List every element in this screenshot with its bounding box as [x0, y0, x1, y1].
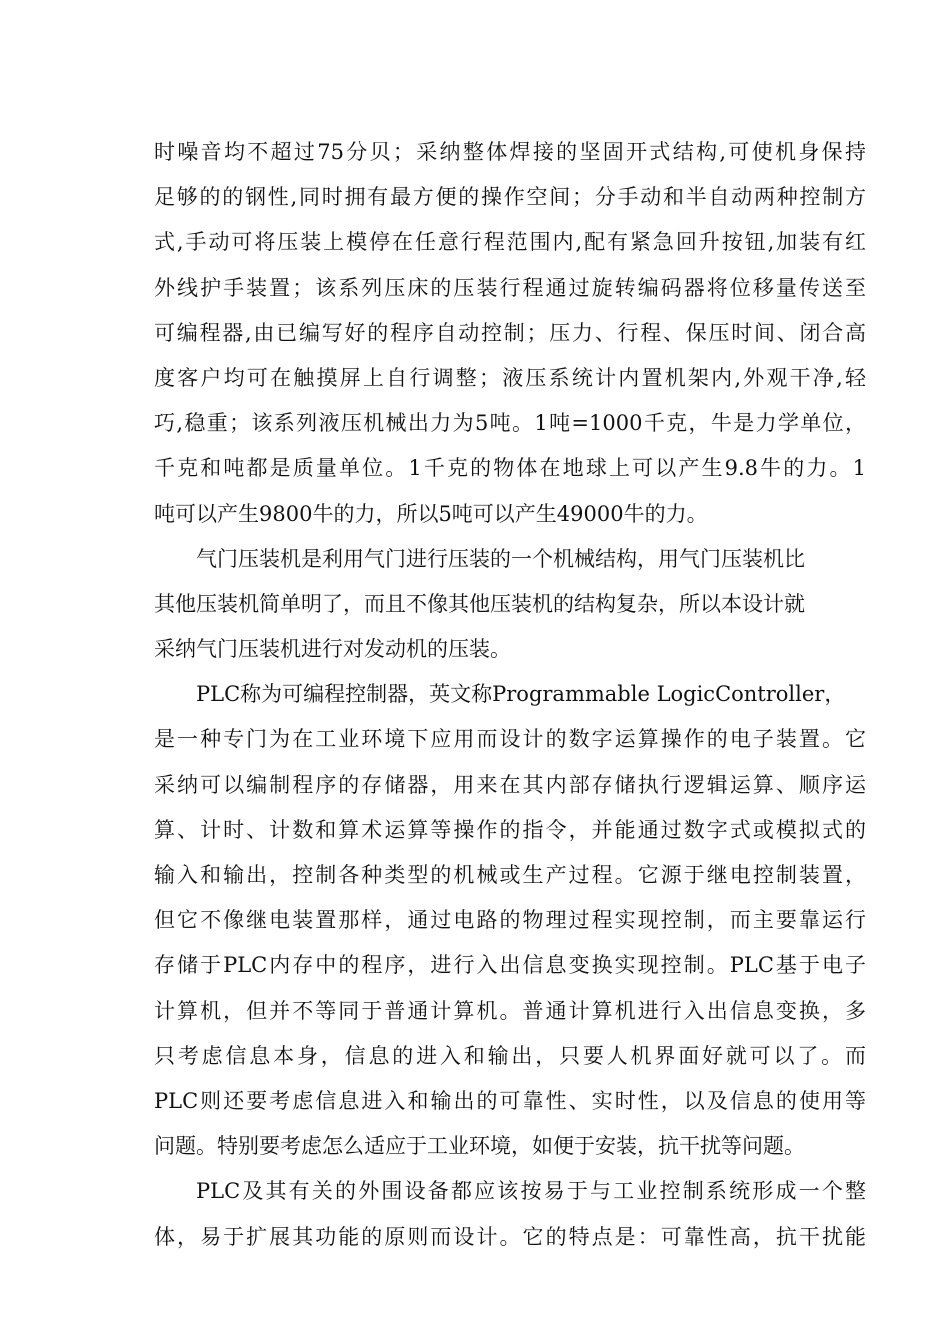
text-line: 是一种专门为在工业环境下应用而设计的数字运算操作的电子装置。它	[154, 727, 866, 752]
paragraph-first-line: PLC称为可编程控制器，英文称Programmable LogicController，	[196, 682, 846, 707]
text-line: 足够的的钢性,同时拥有最方便的操作空间；分手动和半自动两种控制方	[154, 185, 866, 210]
text-line: 可编程器,由已编写好的程序自动控制；压力、行程、保压时间、闭合高	[154, 320, 866, 345]
text-line: 时噪音均不超过75分贝；采纳整体焊接的坚固开式结构,可使机身保持	[154, 140, 866, 164]
text-line: 吨可以产生9800牛的力，所以5吨可以产生49000牛的力。	[154, 501, 708, 526]
text-line: 采纳可以编制程序的存储器，用来在其内部存储执行逻辑运算、顺序运	[154, 772, 866, 797]
text-line: 但它不像继电装置那样，通过电路的物理过程实现控制，而主要靠运行	[154, 908, 866, 933]
text-line: 存储于PLC内存中的程序，进行入出信息变换实现控制。PLC基于电子	[154, 953, 866, 978]
text-line: 采纳气门压装机进行对发动机的压装。	[154, 637, 511, 662]
paragraph-first-line: 气门压装机是利用气门进行压装的一个机械结构，用气门压装机比	[196, 546, 805, 571]
text-line: PLC则还要考虑信息进入和输出的可靠性、实时性，以及信息的使用等	[154, 1088, 866, 1113]
text-line: 度客户均可在触摸屏上自行调整；液压系统计内置机架内,外观干净,轻	[154, 365, 866, 390]
body-text	[154, 130, 866, 1260]
text-line: 外线护手装置；该系列压床的压装行程通过旋转编码器将位移量传送至	[154, 275, 866, 300]
paragraph-first-line: PLC及其有关的外围设备都应该按易于与工业控制系统形成一个整	[196, 1179, 866, 1204]
text-line: 其他压装机简单明了，而且不像其他压装机的结构复杂，所以本设计就	[154, 591, 805, 616]
text-line: 式,手动可将压装上模停在任意行程范围内,配有紧急回升按钮,加装有红	[154, 230, 866, 255]
text-line: 计算机，但并不等同于普通计算机。普通计算机进行入出信息变换，多	[154, 998, 866, 1023]
text-line: 问题。特别要考虑怎么适应于工业环境，如便于安装，抗干扰等问题。	[154, 1134, 805, 1159]
text-line: 只考虑信息本身，信息的进入和输出，只要人机界面好就可以了。而	[154, 1043, 866, 1068]
text-line: 输入和输出，控制各种类型的机械或生产过程。它源于继电控制装置，	[154, 863, 866, 887]
text-line: 体，易于扩展其功能的原则而设计。它的特点是：可靠性高，抗干扰能	[154, 1224, 866, 1249]
text-line: 千克和吨都是质量单位。1千克的物体在地球上可以产生9.8牛的力。1	[154, 456, 866, 481]
text-line: 算、计时、计数和算术运算等操作的指令，并能通过数字式或模拟式的	[154, 817, 866, 842]
text-line: 巧,稳重；该系列液压机械出力为5吨。1吨=1000千克，牛是力学单位，	[154, 411, 866, 436]
